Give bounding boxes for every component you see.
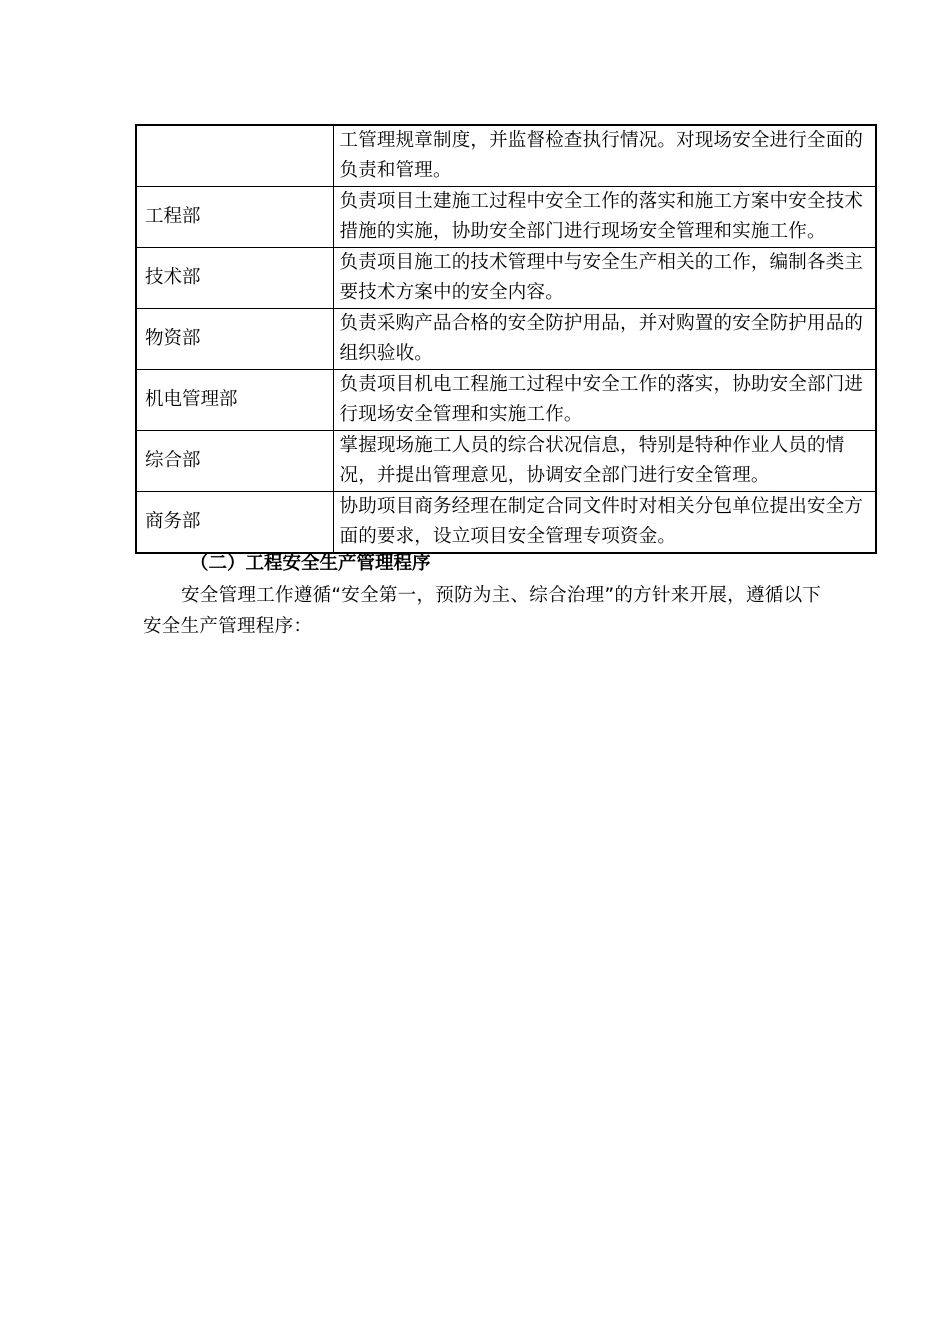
- body-paragraph: 安全管理工作遵循“安全第一，预防为主、综合治理”的方针来开展，遵循以下安全生产管理程序：: [143, 585, 822, 637]
- department-cell: 机电管理部: [136, 370, 333, 431]
- table-row: [136, 187, 876, 248]
- duty-cell: 负责项目土建施工过程中安全工作的落实和施工方案中安全技术措施的实施，协助安全部门进行现场安全管理和实施工作。: [333, 187, 876, 248]
- department-cell: 物资部: [136, 309, 333, 370]
- duty-cell: 负责采购产品合格的安全防护用品，并对购置的安全防护用品的组织验收。: [333, 309, 876, 370]
- table-row: [136, 248, 876, 309]
- duty-cell: 掌握现场施工人员的综合状况信息，特别是特种作业人员的情况，并提出管理意见，协调安全部门进行安全管理。: [333, 431, 876, 492]
- table-row: [136, 370, 876, 431]
- duty-cell: 协助项目商务经理在制定合同文件时对相关分包单位提出安全方面的要求，设立项目安全管理专项资金。: [333, 492, 876, 554]
- duty-cell: 工管理规章制度，并监督检查执行情况。对现场安全进行全面的负责和管理。: [333, 125, 876, 187]
- department-cell: 商务部: [136, 492, 333, 554]
- table-row: [136, 492, 876, 554]
- department-cell: 技术部: [136, 248, 333, 309]
- table-row: [136, 125, 876, 187]
- department-cell: 综合部: [136, 431, 333, 492]
- section-heading: （二）工程安全生产管理程序: [190, 553, 431, 574]
- department-duty-table: [135, 124, 877, 554]
- table-row: [136, 309, 876, 370]
- table-row: [136, 431, 876, 492]
- department-cell: 工程部: [136, 187, 333, 248]
- duty-cell: 负责项目施工的技术管理中与安全生产相关的工作，编制各类主要技术方案中的安全内容。: [333, 248, 876, 309]
- department-cell: [136, 125, 333, 187]
- duty-cell: 负责项目机电工程施工过程中安全工作的落实，协助安全部门进行现场安全管理和实施工作。: [333, 370, 876, 431]
